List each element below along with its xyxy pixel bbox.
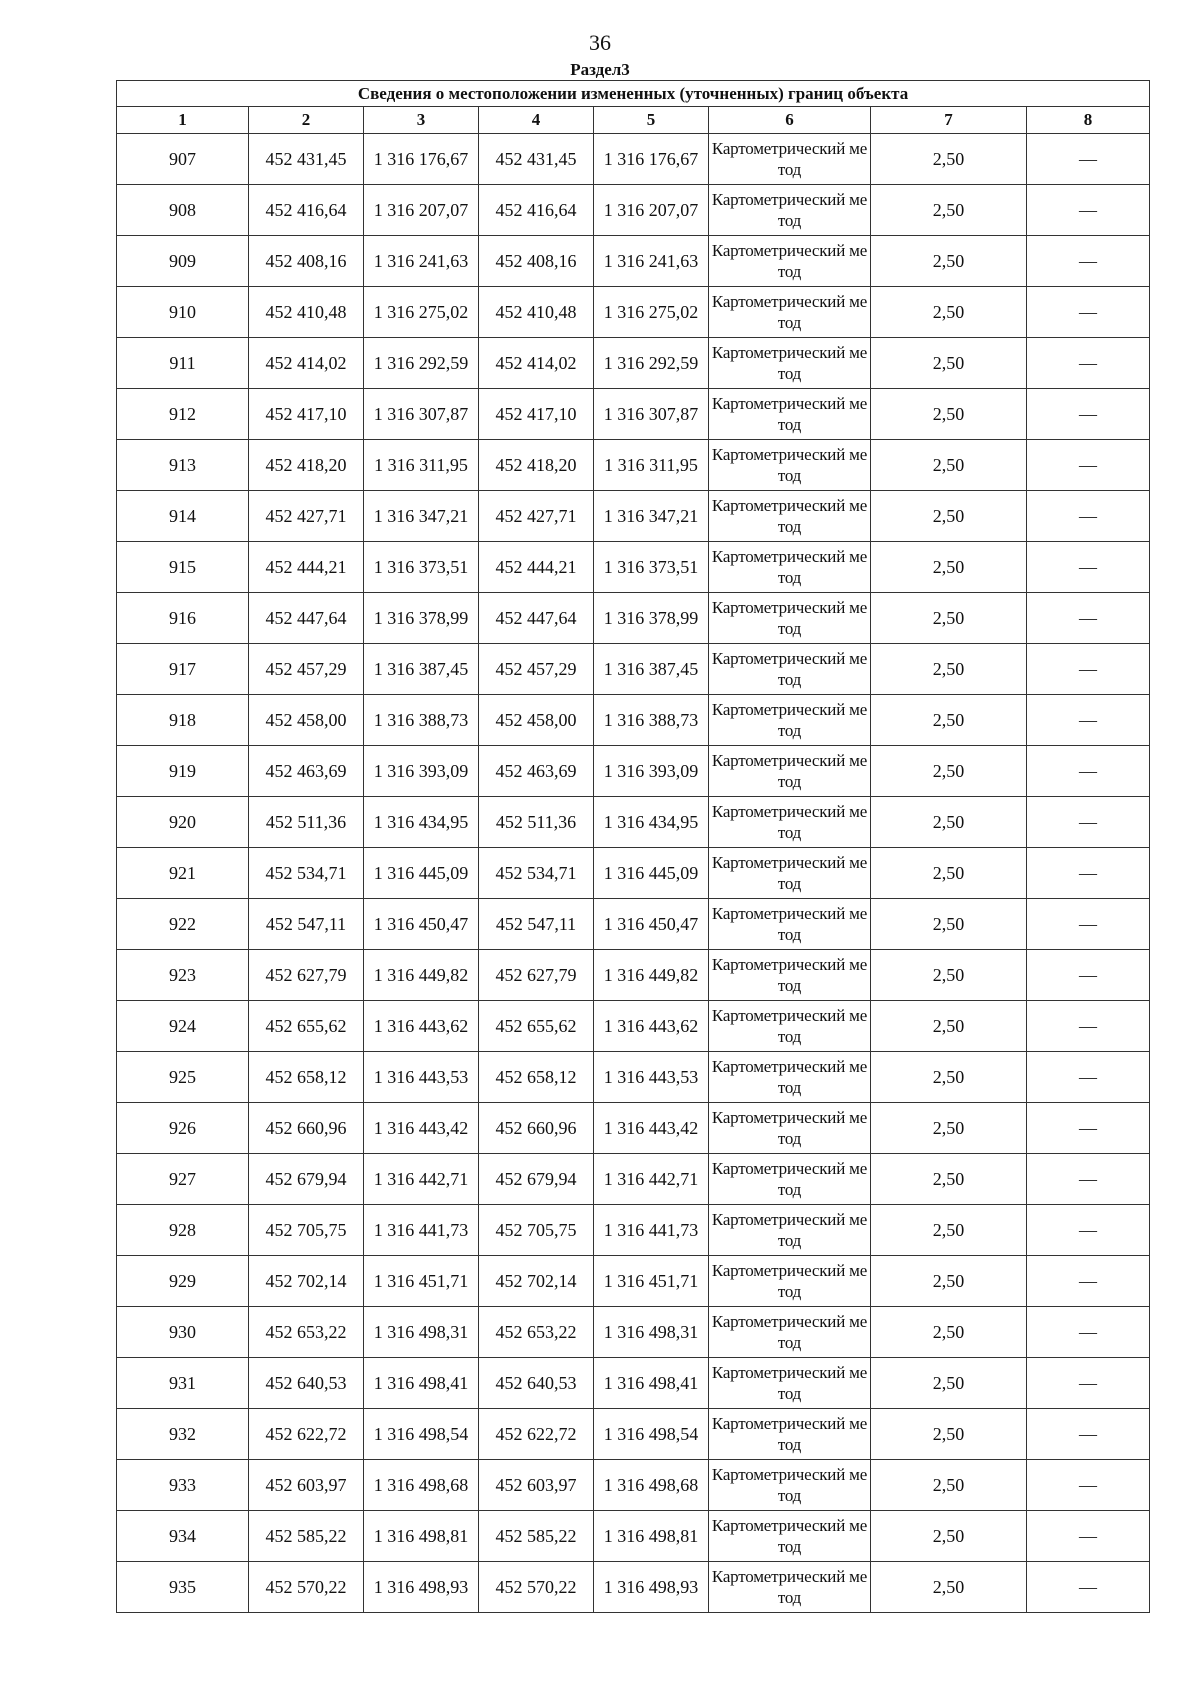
cell-description: — <box>1027 134 1150 185</box>
cell-y-coordinate: 1 316 498,93 <box>364 1562 479 1613</box>
cell-method: Картометрический метод <box>709 440 871 491</box>
table-row <box>117 899 1150 950</box>
cell-x-coordinate: 452 458,00 <box>249 695 364 746</box>
cell-point-number: 920 <box>117 797 249 848</box>
cell-accuracy: 2,50 <box>871 1052 1027 1103</box>
cell-x-coordinate: 452 414,02 <box>479 338 594 389</box>
cell-y-coordinate: 1 316 443,53 <box>594 1052 709 1103</box>
cell-y-coordinate: 1 316 443,42 <box>364 1103 479 1154</box>
cell-x-coordinate: 452 570,22 <box>479 1562 594 1613</box>
cell-description: — <box>1027 644 1150 695</box>
cell-point-number: 922 <box>117 899 249 950</box>
column-number-row <box>117 107 1150 134</box>
cell-x-coordinate: 452 679,94 <box>249 1154 364 1205</box>
table-row <box>117 1511 1150 1562</box>
cell-y-coordinate: 1 316 393,09 <box>594 746 709 797</box>
cell-point-number: 929 <box>117 1256 249 1307</box>
cell-y-coordinate: 1 316 449,82 <box>364 950 479 1001</box>
cell-method: Картометрический метод <box>709 1256 871 1307</box>
cell-description: — <box>1027 236 1150 287</box>
cell-x-coordinate: 452 547,11 <box>249 899 364 950</box>
cell-description: — <box>1027 338 1150 389</box>
cell-method: Картометрический метод <box>709 848 871 899</box>
cell-accuracy: 2,50 <box>871 389 1027 440</box>
cell-method: Картометрический метод <box>709 491 871 542</box>
cell-method: Картометрический метод <box>709 542 871 593</box>
table-row <box>117 746 1150 797</box>
cell-method: Картометрический метод <box>709 1562 871 1613</box>
cell-method: Картометрический метод <box>709 644 871 695</box>
cell-accuracy: 2,50 <box>871 593 1027 644</box>
column-number: 6 <box>709 107 871 134</box>
cell-y-coordinate: 1 316 443,62 <box>594 1001 709 1052</box>
cell-point-number: 918 <box>117 695 249 746</box>
cell-accuracy: 2,50 <box>871 185 1027 236</box>
cell-description: — <box>1027 1103 1150 1154</box>
cell-accuracy: 2,50 <box>871 287 1027 338</box>
cell-x-coordinate: 452 655,62 <box>479 1001 594 1052</box>
cell-point-number: 913 <box>117 440 249 491</box>
cell-y-coordinate: 1 316 176,67 <box>364 134 479 185</box>
table-row <box>117 950 1150 1001</box>
cell-y-coordinate: 1 316 498,81 <box>364 1511 479 1562</box>
cell-accuracy: 2,50 <box>871 1460 1027 1511</box>
cell-y-coordinate: 1 316 292,59 <box>364 338 479 389</box>
cell-y-coordinate: 1 316 498,68 <box>594 1460 709 1511</box>
cell-y-coordinate: 1 316 498,31 <box>594 1307 709 1358</box>
cell-accuracy: 2,50 <box>871 1358 1027 1409</box>
cell-accuracy: 2,50 <box>871 1205 1027 1256</box>
column-number: 5 <box>594 107 709 134</box>
cell-y-coordinate: 1 316 434,95 <box>594 797 709 848</box>
cell-description: — <box>1027 185 1150 236</box>
table-row <box>117 695 1150 746</box>
cell-description: — <box>1027 287 1150 338</box>
cell-accuracy: 2,50 <box>871 1511 1027 1562</box>
cell-y-coordinate: 1 316 451,71 <box>594 1256 709 1307</box>
table-row <box>117 1052 1150 1103</box>
cell-x-coordinate: 452 705,75 <box>479 1205 594 1256</box>
cell-method: Картометрический метод <box>709 134 871 185</box>
cell-point-number: 921 <box>117 848 249 899</box>
column-number: 7 <box>871 107 1027 134</box>
cell-accuracy: 2,50 <box>871 797 1027 848</box>
cell-method: Картометрический метод <box>709 1307 871 1358</box>
cell-accuracy: 2,50 <box>871 746 1027 797</box>
table-row <box>117 542 1150 593</box>
cell-y-coordinate: 1 316 443,53 <box>364 1052 479 1103</box>
cell-method: Картометрический метод <box>709 746 871 797</box>
cell-accuracy: 2,50 <box>871 236 1027 287</box>
cell-x-coordinate: 452 702,14 <box>479 1256 594 1307</box>
cell-x-coordinate: 452 603,97 <box>479 1460 594 1511</box>
table-row <box>117 185 1150 236</box>
cell-x-coordinate: 452 660,96 <box>479 1103 594 1154</box>
table-row <box>117 644 1150 695</box>
table-row <box>117 1460 1150 1511</box>
cell-y-coordinate: 1 316 388,73 <box>594 695 709 746</box>
cell-y-coordinate: 1 316 387,45 <box>364 644 479 695</box>
cell-x-coordinate: 452 653,22 <box>249 1307 364 1358</box>
cell-point-number: 907 <box>117 134 249 185</box>
cell-y-coordinate: 1 316 498,81 <box>594 1511 709 1562</box>
cell-x-coordinate: 452 457,29 <box>479 644 594 695</box>
cell-method: Картометрический метод <box>709 236 871 287</box>
table-row <box>117 1205 1150 1256</box>
cell-accuracy: 2,50 <box>871 491 1027 542</box>
table-row <box>117 797 1150 848</box>
cell-x-coordinate: 452 585,22 <box>249 1511 364 1562</box>
cell-x-coordinate: 452 658,12 <box>479 1052 594 1103</box>
table-row <box>117 1001 1150 1052</box>
cell-description: — <box>1027 389 1150 440</box>
cell-y-coordinate: 1 316 498,54 <box>594 1409 709 1460</box>
cell-x-coordinate: 452 447,64 <box>249 593 364 644</box>
cell-y-coordinate: 1 316 393,09 <box>364 746 479 797</box>
column-number: 3 <box>364 107 479 134</box>
cell-description: — <box>1027 1562 1150 1613</box>
table-caption: Сведения о местоположении измененных (уточненных) границ объекта <box>117 81 1150 107</box>
cell-x-coordinate: 452 603,97 <box>249 1460 364 1511</box>
cell-description: — <box>1027 950 1150 1001</box>
cell-y-coordinate: 1 316 373,51 <box>364 542 479 593</box>
cell-y-coordinate: 1 316 207,07 <box>594 185 709 236</box>
cell-accuracy: 2,50 <box>871 440 1027 491</box>
cell-x-coordinate: 452 431,45 <box>249 134 364 185</box>
cell-x-coordinate: 452 416,64 <box>479 185 594 236</box>
cell-description: — <box>1027 695 1150 746</box>
cell-x-coordinate: 452 410,48 <box>249 287 364 338</box>
cell-y-coordinate: 1 316 176,67 <box>594 134 709 185</box>
table-caption-row <box>117 81 1150 107</box>
cell-accuracy: 2,50 <box>871 848 1027 899</box>
cell-x-coordinate: 452 702,14 <box>249 1256 364 1307</box>
cell-y-coordinate: 1 316 378,99 <box>594 593 709 644</box>
table-row <box>117 287 1150 338</box>
cell-x-coordinate: 452 431,45 <box>479 134 594 185</box>
cell-x-coordinate: 452 427,71 <box>249 491 364 542</box>
cell-y-coordinate: 1 316 498,41 <box>594 1358 709 1409</box>
cell-point-number: 912 <box>117 389 249 440</box>
cell-y-coordinate: 1 316 498,93 <box>594 1562 709 1613</box>
cell-description: — <box>1027 542 1150 593</box>
boundary-coordinates-table <box>116 80 1150 1613</box>
cell-x-coordinate: 452 627,79 <box>249 950 364 1001</box>
cell-y-coordinate: 1 316 442,71 <box>364 1154 479 1205</box>
cell-y-coordinate: 1 316 241,63 <box>364 236 479 287</box>
cell-x-coordinate: 452 447,64 <box>479 593 594 644</box>
cell-x-coordinate: 452 416,64 <box>249 185 364 236</box>
cell-y-coordinate: 1 316 434,95 <box>364 797 479 848</box>
cell-y-coordinate: 1 316 443,42 <box>594 1103 709 1154</box>
cell-y-coordinate: 1 316 451,71 <box>364 1256 479 1307</box>
table-body <box>117 134 1150 1613</box>
cell-point-number: 928 <box>117 1205 249 1256</box>
cell-x-coordinate: 452 547,11 <box>479 899 594 950</box>
cell-x-coordinate: 452 427,71 <box>479 491 594 542</box>
cell-y-coordinate: 1 316 387,45 <box>594 644 709 695</box>
table-row <box>117 491 1150 542</box>
cell-x-coordinate: 452 640,53 <box>479 1358 594 1409</box>
cell-description: — <box>1027 1511 1150 1562</box>
cell-description: — <box>1027 593 1150 644</box>
cell-point-number: 930 <box>117 1307 249 1358</box>
cell-accuracy: 2,50 <box>871 542 1027 593</box>
cell-description: — <box>1027 1154 1150 1205</box>
cell-x-coordinate: 452 463,69 <box>479 746 594 797</box>
cell-description: — <box>1027 899 1150 950</box>
cell-accuracy: 2,50 <box>871 1256 1027 1307</box>
cell-point-number: 923 <box>117 950 249 1001</box>
cell-method: Картометрический метод <box>709 389 871 440</box>
cell-x-coordinate: 452 622,72 <box>249 1409 364 1460</box>
cell-y-coordinate: 1 316 450,47 <box>364 899 479 950</box>
cell-x-coordinate: 452 417,10 <box>479 389 594 440</box>
cell-x-coordinate: 452 653,22 <box>479 1307 594 1358</box>
cell-point-number: 934 <box>117 1511 249 1562</box>
cell-method: Картометрический метод <box>709 1460 871 1511</box>
cell-y-coordinate: 1 316 498,68 <box>364 1460 479 1511</box>
cell-description: — <box>1027 797 1150 848</box>
cell-y-coordinate: 1 316 445,09 <box>594 848 709 899</box>
cell-accuracy: 2,50 <box>871 1307 1027 1358</box>
table-row <box>117 134 1150 185</box>
cell-point-number: 911 <box>117 338 249 389</box>
cell-y-coordinate: 1 316 445,09 <box>364 848 479 899</box>
cell-description: — <box>1027 1052 1150 1103</box>
cell-point-number: 910 <box>117 287 249 338</box>
table-row <box>117 1358 1150 1409</box>
cell-accuracy: 2,50 <box>871 899 1027 950</box>
cell-description: — <box>1027 1307 1150 1358</box>
page-number: 36 <box>589 30 611 55</box>
cell-description: — <box>1027 1256 1150 1307</box>
table-row <box>117 440 1150 491</box>
cell-description: — <box>1027 1460 1150 1511</box>
cell-x-coordinate: 452 418,20 <box>249 440 364 491</box>
cell-y-coordinate: 1 316 275,02 <box>594 287 709 338</box>
cell-y-coordinate: 1 316 275,02 <box>364 287 479 338</box>
cell-description: — <box>1027 1409 1150 1460</box>
section-title: Раздел3 <box>570 60 630 79</box>
table-row <box>117 389 1150 440</box>
cell-y-coordinate: 1 316 450,47 <box>594 899 709 950</box>
cell-method: Картометрический метод <box>709 950 871 1001</box>
cell-accuracy: 2,50 <box>871 644 1027 695</box>
cell-method: Картометрический метод <box>709 1154 871 1205</box>
cell-x-coordinate: 452 458,00 <box>479 695 594 746</box>
cell-method: Картометрический метод <box>709 287 871 338</box>
cell-point-number: 926 <box>117 1103 249 1154</box>
cell-method: Картометрический метод <box>709 185 871 236</box>
cell-method: Картометрический метод <box>709 338 871 389</box>
cell-point-number: 924 <box>117 1001 249 1052</box>
cell-x-coordinate: 452 418,20 <box>479 440 594 491</box>
cell-method: Картометрический метод <box>709 1409 871 1460</box>
column-number: 1 <box>117 107 249 134</box>
cell-point-number: 916 <box>117 593 249 644</box>
cell-point-number: 919 <box>117 746 249 797</box>
cell-accuracy: 2,50 <box>871 1001 1027 1052</box>
cell-method: Картометрический метод <box>709 1205 871 1256</box>
cell-method: Картометрический метод <box>709 1358 871 1409</box>
column-number: 4 <box>479 107 594 134</box>
table-row <box>117 338 1150 389</box>
cell-method: Картометрический метод <box>709 1052 871 1103</box>
cell-description: — <box>1027 848 1150 899</box>
cell-x-coordinate: 452 627,79 <box>479 950 594 1001</box>
cell-y-coordinate: 1 316 378,99 <box>364 593 479 644</box>
cell-x-coordinate: 452 705,75 <box>249 1205 364 1256</box>
cell-method: Картометрический метод <box>709 797 871 848</box>
cell-y-coordinate: 1 316 441,73 <box>594 1205 709 1256</box>
cell-y-coordinate: 1 316 498,54 <box>364 1409 479 1460</box>
cell-x-coordinate: 452 408,16 <box>249 236 364 287</box>
cell-y-coordinate: 1 316 388,73 <box>364 695 479 746</box>
cell-method: Картометрический метод <box>709 593 871 644</box>
table-row <box>117 593 1150 644</box>
cell-x-coordinate: 452 444,21 <box>479 542 594 593</box>
table-row <box>117 1307 1150 1358</box>
cell-x-coordinate: 452 457,29 <box>249 644 364 695</box>
cell-description: — <box>1027 1001 1150 1052</box>
table-row <box>117 1562 1150 1613</box>
cell-point-number: 931 <box>117 1358 249 1409</box>
cell-y-coordinate: 1 316 347,21 <box>364 491 479 542</box>
cell-x-coordinate: 452 570,22 <box>249 1562 364 1613</box>
cell-point-number: 914 <box>117 491 249 542</box>
cell-point-number: 925 <box>117 1052 249 1103</box>
cell-y-coordinate: 1 316 442,71 <box>594 1154 709 1205</box>
cell-y-coordinate: 1 316 443,62 <box>364 1001 479 1052</box>
cell-point-number: 932 <box>117 1409 249 1460</box>
cell-y-coordinate: 1 316 498,31 <box>364 1307 479 1358</box>
cell-method: Картометрический метод <box>709 1103 871 1154</box>
cell-point-number: 915 <box>117 542 249 593</box>
table-row <box>117 236 1150 287</box>
cell-point-number: 933 <box>117 1460 249 1511</box>
cell-accuracy: 2,50 <box>871 695 1027 746</box>
cell-x-coordinate: 452 655,62 <box>249 1001 364 1052</box>
cell-accuracy: 2,50 <box>871 338 1027 389</box>
table-row <box>117 848 1150 899</box>
cell-y-coordinate: 1 316 311,95 <box>594 440 709 491</box>
cell-accuracy: 2,50 <box>871 950 1027 1001</box>
cell-y-coordinate: 1 316 449,82 <box>594 950 709 1001</box>
cell-x-coordinate: 452 534,71 <box>479 848 594 899</box>
cell-x-coordinate: 452 585,22 <box>479 1511 594 1562</box>
cell-y-coordinate: 1 316 307,87 <box>594 389 709 440</box>
cell-method: Картометрический метод <box>709 1001 871 1052</box>
cell-description: — <box>1027 746 1150 797</box>
cell-x-coordinate: 452 444,21 <box>249 542 364 593</box>
cell-point-number: 927 <box>117 1154 249 1205</box>
cell-x-coordinate: 452 534,71 <box>249 848 364 899</box>
cell-point-number: 935 <box>117 1562 249 1613</box>
cell-y-coordinate: 1 316 441,73 <box>364 1205 479 1256</box>
cell-x-coordinate: 452 640,53 <box>249 1358 364 1409</box>
cell-x-coordinate: 452 408,16 <box>479 236 594 287</box>
cell-y-coordinate: 1 316 207,07 <box>364 185 479 236</box>
column-number: 8 <box>1027 107 1150 134</box>
column-number: 2 <box>249 107 364 134</box>
cell-y-coordinate: 1 316 307,87 <box>364 389 479 440</box>
cell-x-coordinate: 452 414,02 <box>249 338 364 389</box>
cell-point-number: 908 <box>117 185 249 236</box>
cell-point-number: 909 <box>117 236 249 287</box>
cell-accuracy: 2,50 <box>871 1562 1027 1613</box>
table-row <box>117 1154 1150 1205</box>
cell-method: Картометрический метод <box>709 695 871 746</box>
cell-accuracy: 2,50 <box>871 1409 1027 1460</box>
cell-accuracy: 2,50 <box>871 1103 1027 1154</box>
cell-x-coordinate: 452 679,94 <box>479 1154 594 1205</box>
cell-x-coordinate: 452 511,36 <box>479 797 594 848</box>
cell-y-coordinate: 1 316 498,41 <box>364 1358 479 1409</box>
cell-accuracy: 2,50 <box>871 134 1027 185</box>
cell-x-coordinate: 452 410,48 <box>479 287 594 338</box>
table-row <box>117 1409 1150 1460</box>
cell-y-coordinate: 1 316 311,95 <box>364 440 479 491</box>
cell-description: — <box>1027 440 1150 491</box>
cell-x-coordinate: 452 622,72 <box>479 1409 594 1460</box>
cell-x-coordinate: 452 463,69 <box>249 746 364 797</box>
cell-y-coordinate: 1 316 373,51 <box>594 542 709 593</box>
cell-y-coordinate: 1 316 347,21 <box>594 491 709 542</box>
cell-y-coordinate: 1 316 241,63 <box>594 236 709 287</box>
cell-point-number: 917 <box>117 644 249 695</box>
cell-description: — <box>1027 1205 1150 1256</box>
cell-x-coordinate: 452 511,36 <box>249 797 364 848</box>
cell-x-coordinate: 452 417,10 <box>249 389 364 440</box>
cell-y-coordinate: 1 316 292,59 <box>594 338 709 389</box>
table-row <box>117 1256 1150 1307</box>
cell-x-coordinate: 452 660,96 <box>249 1103 364 1154</box>
table-row <box>117 1103 1150 1154</box>
cell-description: — <box>1027 1358 1150 1409</box>
cell-method: Картометрический метод <box>709 1511 871 1562</box>
cell-x-coordinate: 452 658,12 <box>249 1052 364 1103</box>
cell-method: Картометрический метод <box>709 899 871 950</box>
cell-description: — <box>1027 491 1150 542</box>
cell-accuracy: 2,50 <box>871 1154 1027 1205</box>
